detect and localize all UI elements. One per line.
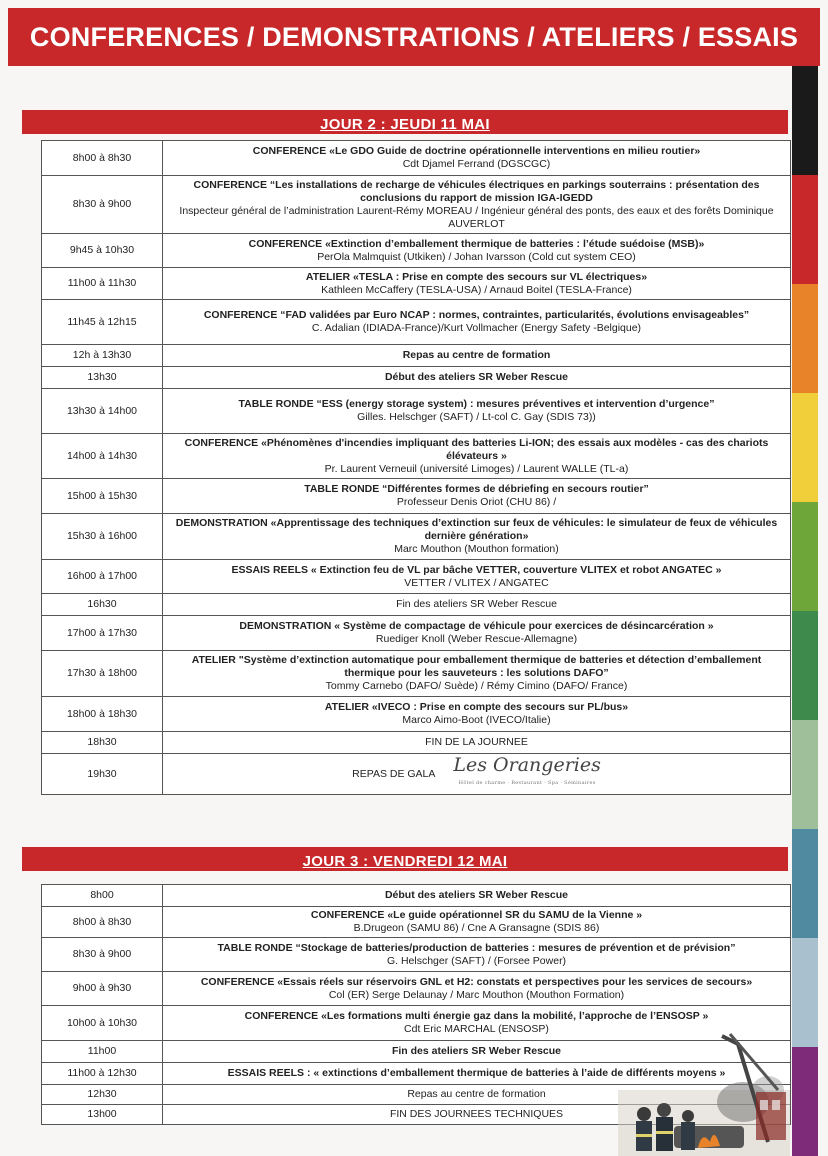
time-cell: 11h00 à 11h30 [42, 268, 163, 300]
session-speakers: Fin des ateliers SR Weber Rescue [396, 598, 557, 610]
session-speakers: FIN DES JOURNEES TECHNIQUES [389, 1108, 564, 1120]
session-title: Repas au centre de formation [402, 349, 551, 361]
table-row [42, 651, 791, 697]
session-speakers: Cdt Eric MARCHAL (ENSOSP) [404, 1023, 549, 1035]
session-title: Fin des ateliers SR Weber Rescue [391, 1045, 562, 1057]
session-cell [163, 972, 791, 1006]
day-2-header: JOUR 2 : JEUDI 11 MAI [22, 110, 788, 134]
session-title: ATELIER "Système d’extinction automatique pour emballement thermique de batteries et détection d’emballement thermique pour les sauveteurs : les solutions DAFO” [191, 654, 762, 679]
table-row [42, 754, 791, 795]
table-row [42, 972, 791, 1006]
table-row [42, 594, 791, 616]
session-speakers: Gilles. Helschger (SAFT) / Lt-col C. Gay (SDIS 73)) [357, 411, 596, 423]
session-title: CONFERENCE «Extinction d’emballement thermique de batteries : l’étude suédoise (MSB)» [248, 237, 705, 250]
time-cell: 8h00 [42, 885, 163, 907]
time-cell: 15h30 à 16h00 [42, 514, 163, 560]
table-row [42, 885, 791, 907]
table-row [42, 938, 791, 972]
session-title: TABLE RONDE “Différentes formes de débriefing en secours routier” [304, 483, 649, 495]
session-cell [163, 367, 791, 389]
session-cell [163, 732, 791, 754]
time-cell: 17h30 à 18h00 [42, 651, 163, 697]
session-title: Début des ateliers SR Weber Rescue [384, 371, 569, 383]
session-title: CONFERENCE «Essais réels sur réservoirs GNL et H2: constats et perspectives pour les services de secours» [200, 975, 753, 988]
time-cell: 11h45 à 12h15 [42, 300, 163, 345]
rescue-scene-photo [618, 1030, 790, 1156]
orangeries-logo [453, 756, 600, 792]
color-strip-segment [792, 66, 818, 175]
session-cell [163, 560, 791, 594]
session-cell [163, 176, 791, 234]
session-speakers: FIN DE LA JOURNEE [425, 736, 528, 748]
session-speakers: G. Helschger (SAFT) / (Forsee Power) [386, 954, 567, 967]
session-title: TABLE RONDE “ESS (energy storage system) : mesures préventives et intervention d’urgence” [238, 398, 715, 410]
session-speakers: REPAS DE GALA [352, 767, 436, 780]
color-strip-segment [792, 611, 818, 720]
session-title: DEMONSTRATION «Apprentissage des techniques d’extinction sur feux de véhicules: le simulateur de feux de véhicules dernière génération» [175, 517, 778, 542]
session-cell [163, 434, 791, 479]
session-speakers: Marc Mouthon (Mouthon formation) [394, 543, 559, 555]
table-row [42, 141, 791, 176]
time-cell: 8h30 à 9h00 [42, 938, 163, 972]
session-speakers: Marco Aimo-Boot (IVECO/Italie) [402, 714, 551, 726]
session-speakers: Repas au centre de formation [407, 1088, 546, 1100]
session-title: CONFERENCE «Le GDO Guide de doctrine opérationnelle interventions en milieu routier» [252, 145, 701, 157]
color-strip-segment [792, 393, 818, 502]
table-row [42, 907, 791, 938]
table-row [42, 300, 791, 345]
time-cell: 16h00 à 17h00 [42, 560, 163, 594]
day-2-schedule-table [41, 140, 791, 795]
table-row [42, 367, 791, 389]
session-title: ATELIER «TESLA : Prise en compte des secours sur VL électriques» [305, 270, 648, 283]
time-cell: 8h00 à 8h30 [42, 141, 163, 176]
time-cell: 13h30 à 14h00 [42, 389, 163, 434]
table-row [42, 514, 791, 560]
time-cell: 13h30 [42, 367, 163, 389]
session-cell [163, 300, 791, 345]
time-cell: 8h30 à 9h00 [42, 176, 163, 234]
session-speakers: Kathleen McCaffery (TESLA-USA) / Arnaud Boitel (TESLA-France) [321, 283, 632, 296]
session-cell [163, 616, 791, 651]
color-strip-segment [792, 720, 818, 829]
table-row [42, 697, 791, 732]
time-cell: 12h30 [42, 1085, 163, 1105]
session-speakers: Col (ER) Serge Delaunay / Marc Mouthon (Mouthon Formation) [328, 988, 625, 1001]
time-cell: 18h30 [42, 732, 163, 754]
table-row [42, 345, 791, 367]
session-cell [163, 345, 791, 367]
color-strip-segment [792, 1047, 818, 1156]
time-cell: 17h00 à 17h30 [42, 616, 163, 651]
session-title: ESSAIS REELS « Extinction feu de VL par bâche VETTER, couverture VLITEX et robot ANGATEC » [231, 563, 722, 576]
time-cell: 18h00 à 18h30 [42, 697, 163, 732]
session-cell [163, 268, 791, 300]
session-speakers: B.Drugeon (SAMU 86) / Cne A Gransagne (SDIS 86) [353, 922, 600, 934]
logo-name: Les Orangeries [453, 754, 601, 776]
session-cell [163, 651, 791, 697]
session-title: DEMONSTRATION « Système de compactage de véhicule pour exercices de désincarcération » [239, 620, 714, 632]
time-cell: 16h30 [42, 594, 163, 616]
logo-tagline: Hôtel de charme · Restaurant · Spa · Séminaires [458, 780, 596, 786]
session-cell [163, 907, 791, 938]
table-row [42, 479, 791, 514]
session-speakers: Professeur Denis Oriot (CHU 86) / [396, 496, 557, 508]
color-strip [792, 66, 818, 1156]
session-title: CONFERENCE «Phénomènes d'incendies impliquant des batteries Li-ION; des essais aux modèles - cas des chariots élévateurs » [184, 436, 769, 462]
color-strip-segment [792, 502, 818, 611]
session-title: ESSAIS REELS : « extinctions d’emballement thermique de batteries à l’aide de différents moyens » [227, 1067, 726, 1079]
time-cell: 13h00 [42, 1105, 163, 1125]
table-row [42, 434, 791, 479]
table-row [42, 732, 791, 754]
session-cell [163, 754, 791, 795]
time-cell: 12h à 13h30 [42, 345, 163, 367]
session-cell [163, 479, 791, 514]
session-cell [163, 885, 791, 907]
table-row [42, 268, 791, 300]
color-strip-segment [792, 175, 818, 284]
time-cell: 11h00 [42, 1041, 163, 1063]
session-title: CONFERENCE «Les formations multi énergie gaz dans la mobilité, l’approche de l’ENSOSP » [244, 1010, 709, 1022]
time-cell: 9h00 à 9h30 [42, 972, 163, 1006]
session-speakers: VETTER / VLITEX / ANGATEC [404, 576, 549, 589]
session-cell [163, 234, 791, 268]
session-cell [163, 594, 791, 616]
table-row [42, 389, 791, 434]
page-title-banner: CONFERENCES / DEMONSTRATIONS / ATELIERS / ESSAIS [8, 8, 820, 66]
table-row [42, 616, 791, 651]
session-title: CONFERENCE “FAD validées par Euro NCAP : normes, contraintes, particularités, évolutions envisageables” [203, 309, 750, 321]
session-title: Début des ateliers SR Weber Rescue [384, 889, 569, 901]
table-row [42, 560, 791, 594]
session-cell [163, 141, 791, 176]
day-3-header: JOUR 3 : VENDREDI 12 MAI [22, 847, 788, 871]
table-row [42, 234, 791, 268]
session-speakers: Inspecteur général de l’administration Laurent-Rémy MOREAU / Ingénieur général des ponts, des eaux et des forêts Dominique AUVERLOT [179, 204, 774, 230]
time-cell: 9h45 à 10h30 [42, 234, 163, 268]
session-speakers: Ruediger Knoll (Weber Rescue-Allemagne) [375, 633, 578, 645]
time-cell: 19h30 [42, 754, 163, 795]
color-strip-segment [792, 829, 818, 938]
session-speakers: Pr. Laurent Verneuil (université Limoges) / Laurent WALLE (TL-a) [324, 462, 629, 475]
time-cell: 14h00 à 14h30 [42, 434, 163, 479]
session-cell [163, 389, 791, 434]
session-cell [163, 697, 791, 732]
session-speakers: Cdt Djamel Ferrand (DGSCGC) [402, 158, 551, 170]
color-strip-segment [792, 284, 818, 393]
session-speakers: PerOla Malmquist (Utkiken) / Johan Ivarsson (Cold cut system CEO) [317, 250, 636, 263]
session-title: TABLE RONDE “Stockage de batteries/production de batteries : mesures de prévention et de prévision” [217, 941, 736, 954]
session-title: CONFERENCE “Les installations de recharge de véhicules électriques en parkings souterrains : présentation des conclusions du rapport de mission IGA-IGEDD [193, 178, 760, 204]
session-cell [163, 938, 791, 972]
table-row [42, 176, 791, 234]
color-strip-segment [792, 938, 818, 1047]
time-cell: 11h00 à 12h30 [42, 1063, 163, 1085]
time-cell: 15h00 à 15h30 [42, 479, 163, 514]
time-cell: 8h00 à 8h30 [42, 907, 163, 938]
time-cell: 10h00 à 10h30 [42, 1006, 163, 1041]
session-speakers: Tommy Carnebo (DAFO/ Suède) / Rémy Cimino (DAFO/ France) [325, 680, 628, 692]
session-cell [163, 514, 791, 560]
session-title: CONFERENCE «Le guide opérationnel SR du SAMU de la Vienne » [310, 909, 643, 921]
session-speakers: C. Adalian (IDIADA-France)/Kurt Vollmacher (Energy Safety -Belgique) [311, 322, 642, 334]
session-title: ATELIER «IVECO : Prise en compte des secours sur PL/bus» [324, 701, 629, 713]
